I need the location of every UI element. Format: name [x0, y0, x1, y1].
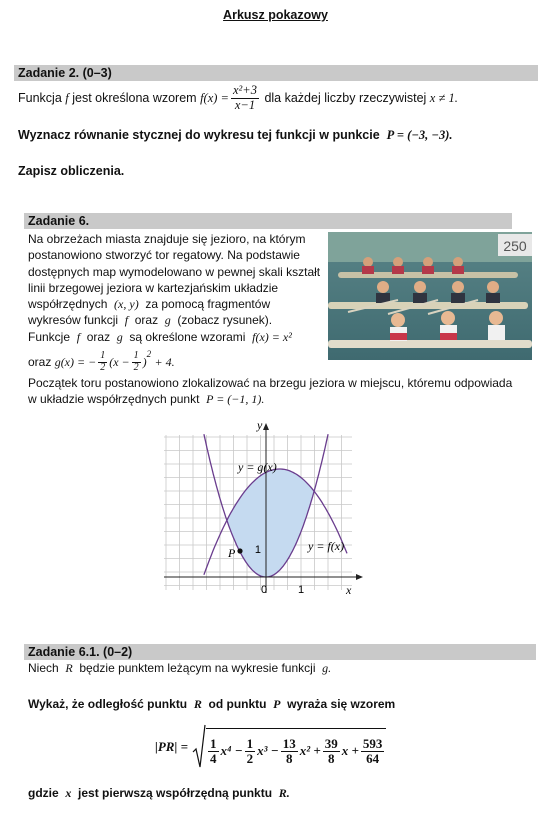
task2-frac-den: x−1 — [234, 97, 256, 112]
task61-line1-a: Niech — [28, 661, 59, 675]
task2-fraction — [231, 84, 259, 111]
task6-line7-g: g — [116, 329, 123, 344]
task61-bar: Zadanie 6.1. (0–2) — [24, 644, 536, 660]
task61-line3-r: R. — [278, 786, 290, 800]
y-axis-label: y — [257, 418, 263, 432]
task61-line2-a: Wykaż, że odległość punktu — [28, 697, 188, 711]
coef1-num: 1 — [210, 735, 217, 751]
term3: x² + — [299, 743, 321, 758]
sqrt-body — [206, 728, 386, 770]
task6-line6-f: f — [124, 313, 129, 328]
rowing-photo-svg — [328, 232, 532, 360]
task6-line10-a: w układzie współrzędnych punkt — [28, 392, 200, 407]
task6-bar: Zadanie 6. — [24, 213, 512, 229]
coef2-num: 1 — [246, 735, 254, 751]
coef4 — [323, 737, 340, 765]
task6-line1: Na obrzeżach miasta znajduje się jezioro, na którym — [28, 232, 306, 246]
task6-line10 — [28, 391, 512, 407]
y-axis-arrow — [263, 423, 269, 430]
task6-line6-b: oraz — [134, 313, 159, 328]
task6-line2: postanowiono stworzyć tor regatowy. Na podstawie — [28, 248, 300, 263]
task6-g-frac-den: 2 — [100, 361, 106, 373]
task6-g-formula-close: ) — [142, 354, 147, 369]
task6-g-formula-paren: (x − — [109, 354, 130, 369]
task6-line6-g: g — [164, 313, 171, 328]
task6-line7-b: oraz — [86, 329, 111, 344]
task2-note: Zapisz obliczenia. — [18, 164, 125, 178]
coef5-den: 64 — [366, 750, 380, 766]
task6-line7-math: f(x) = x² — [252, 329, 292, 344]
y-tick-one-label: 1 — [254, 544, 261, 556]
task6-g-formula-tail: + 4. — [154, 354, 175, 369]
task2-instruction-text: Wyznacz równanie stycznej do wykresu tej funkcji w punkcie — [18, 128, 380, 142]
task2-point: P = (−3, −3). — [386, 128, 453, 142]
task6-g-frac2-den: 2 — [133, 361, 139, 373]
task61-line2 — [28, 697, 395, 712]
coef3 — [281, 737, 298, 765]
task6-line5-b: za pomocą fragmentów — [145, 297, 271, 312]
point-p-label: P — [228, 546, 236, 560]
task61-line3-x: x — [65, 786, 72, 800]
task6-line5-a: współrzędnych — [28, 297, 108, 312]
coordinate-graph — [160, 415, 370, 600]
task2-f: f — [65, 90, 69, 105]
task61-line2-c: wyraża się wzorem — [287, 697, 396, 711]
task6-paragraph — [28, 231, 328, 345]
task6-g-formula-a: oraz — [28, 355, 52, 369]
distance-formula — [155, 724, 386, 770]
coef1 — [208, 737, 219, 765]
coef5 — [361, 737, 385, 765]
task6-g-frac2-num: 1 — [133, 350, 139, 361]
x-axis-label: x — [346, 583, 352, 597]
task2-formula-lhs: f(x) = — [200, 90, 229, 105]
term1: x⁴ − — [220, 743, 243, 758]
coef2-den: 2 — [246, 750, 254, 766]
task6-g-formula-sup: 2 — [146, 349, 152, 359]
task2-instruction — [18, 128, 453, 143]
origin-label: 0 — [261, 584, 268, 596]
sqrt-sign — [192, 724, 206, 770]
task61-line3 — [28, 786, 290, 801]
term2: x³ − — [257, 743, 279, 758]
distance-formula-lhs: |PR| = — [155, 739, 188, 754]
rowing-photo — [328, 232, 532, 360]
task61-line3-b: jest pierwszą współrzędną punktu — [78, 786, 273, 800]
x-tick-one-label: 1 — [298, 584, 305, 596]
task2-text-b: jest określona wzorem — [72, 91, 197, 105]
task6-continuation — [28, 375, 512, 408]
task6-line6 — [28, 312, 328, 328]
task61-line1 — [28, 661, 331, 676]
task61-line1-r: R — [65, 661, 73, 675]
coef4-num: 39 — [324, 735, 338, 751]
point-p — [237, 548, 242, 553]
term4: x + — [341, 743, 359, 758]
task2-text-a: Funkcja — [18, 91, 62, 105]
coef3-num: 13 — [282, 735, 296, 751]
task6-line10-math: P = (−1, 1). — [206, 392, 265, 407]
task2-text-c: dla każdej liczby rzeczywistej — [264, 91, 427, 105]
task6-line6-c: (zobacz rysunek). — [177, 313, 273, 328]
task6-g-formula — [28, 347, 175, 377]
task61-line2-b: od punktu — [208, 697, 267, 711]
task6-line4: linii brzegowej jeziora w kartezjańskim układzie — [28, 280, 279, 295]
task2-frac-num: x²+3 — [232, 83, 257, 98]
coef1-den: 4 — [210, 750, 217, 766]
task6-line3: dostępnych map wymodelowano w pewnej skali kształt — [28, 264, 321, 279]
task61-line2-r: R — [193, 697, 202, 711]
task6-line7-a: Funkcje — [28, 329, 71, 344]
x-axis-arrow — [356, 574, 363, 580]
task61-line1-b: będzie punktem leżącym na wykresie funkcji — [79, 661, 316, 675]
task6-line5 — [28, 296, 328, 312]
task6-line7-c: są określone wzorami — [129, 329, 246, 344]
coef3-den: 8 — [285, 750, 293, 766]
task61-line2-p: P — [273, 697, 281, 711]
task6-g-frac-num: 1 — [100, 350, 106, 361]
coef4-den: 8 — [328, 750, 335, 766]
task61-line3-a: gdzie — [28, 786, 59, 800]
task6-g-formula-lhs: g(x) = − — [54, 354, 97, 369]
task2-statement — [18, 82, 538, 114]
task6-line7 — [28, 329, 328, 345]
task6-line6-a: wykresów funkcji — [28, 313, 119, 328]
coef2 — [245, 737, 256, 765]
task6-line9: Początek toru postanowiono zlokalizować na brzegu jeziora w miejscu, któremu odpowiada — [28, 376, 513, 390]
g-label: y = g(x) — [238, 460, 277, 474]
task6-line5-math: (x, y) — [114, 297, 139, 312]
photo-number-sign: 250 — [503, 238, 527, 254]
task2-bar: Zadanie 2. (0–3) — [14, 65, 538, 81]
coef5-num: 593 — [362, 735, 383, 751]
task6-line7-f: f — [76, 329, 81, 344]
task6-g-frac2 — [132, 351, 141, 373]
page-header: Arkusz pokazowy — [223, 8, 328, 22]
task2-condition: x ≠ 1. — [429, 90, 458, 105]
f-label: y = f(x) — [308, 539, 345, 553]
task6-g-frac — [98, 351, 107, 373]
task61-line1-g: g. — [322, 661, 332, 675]
